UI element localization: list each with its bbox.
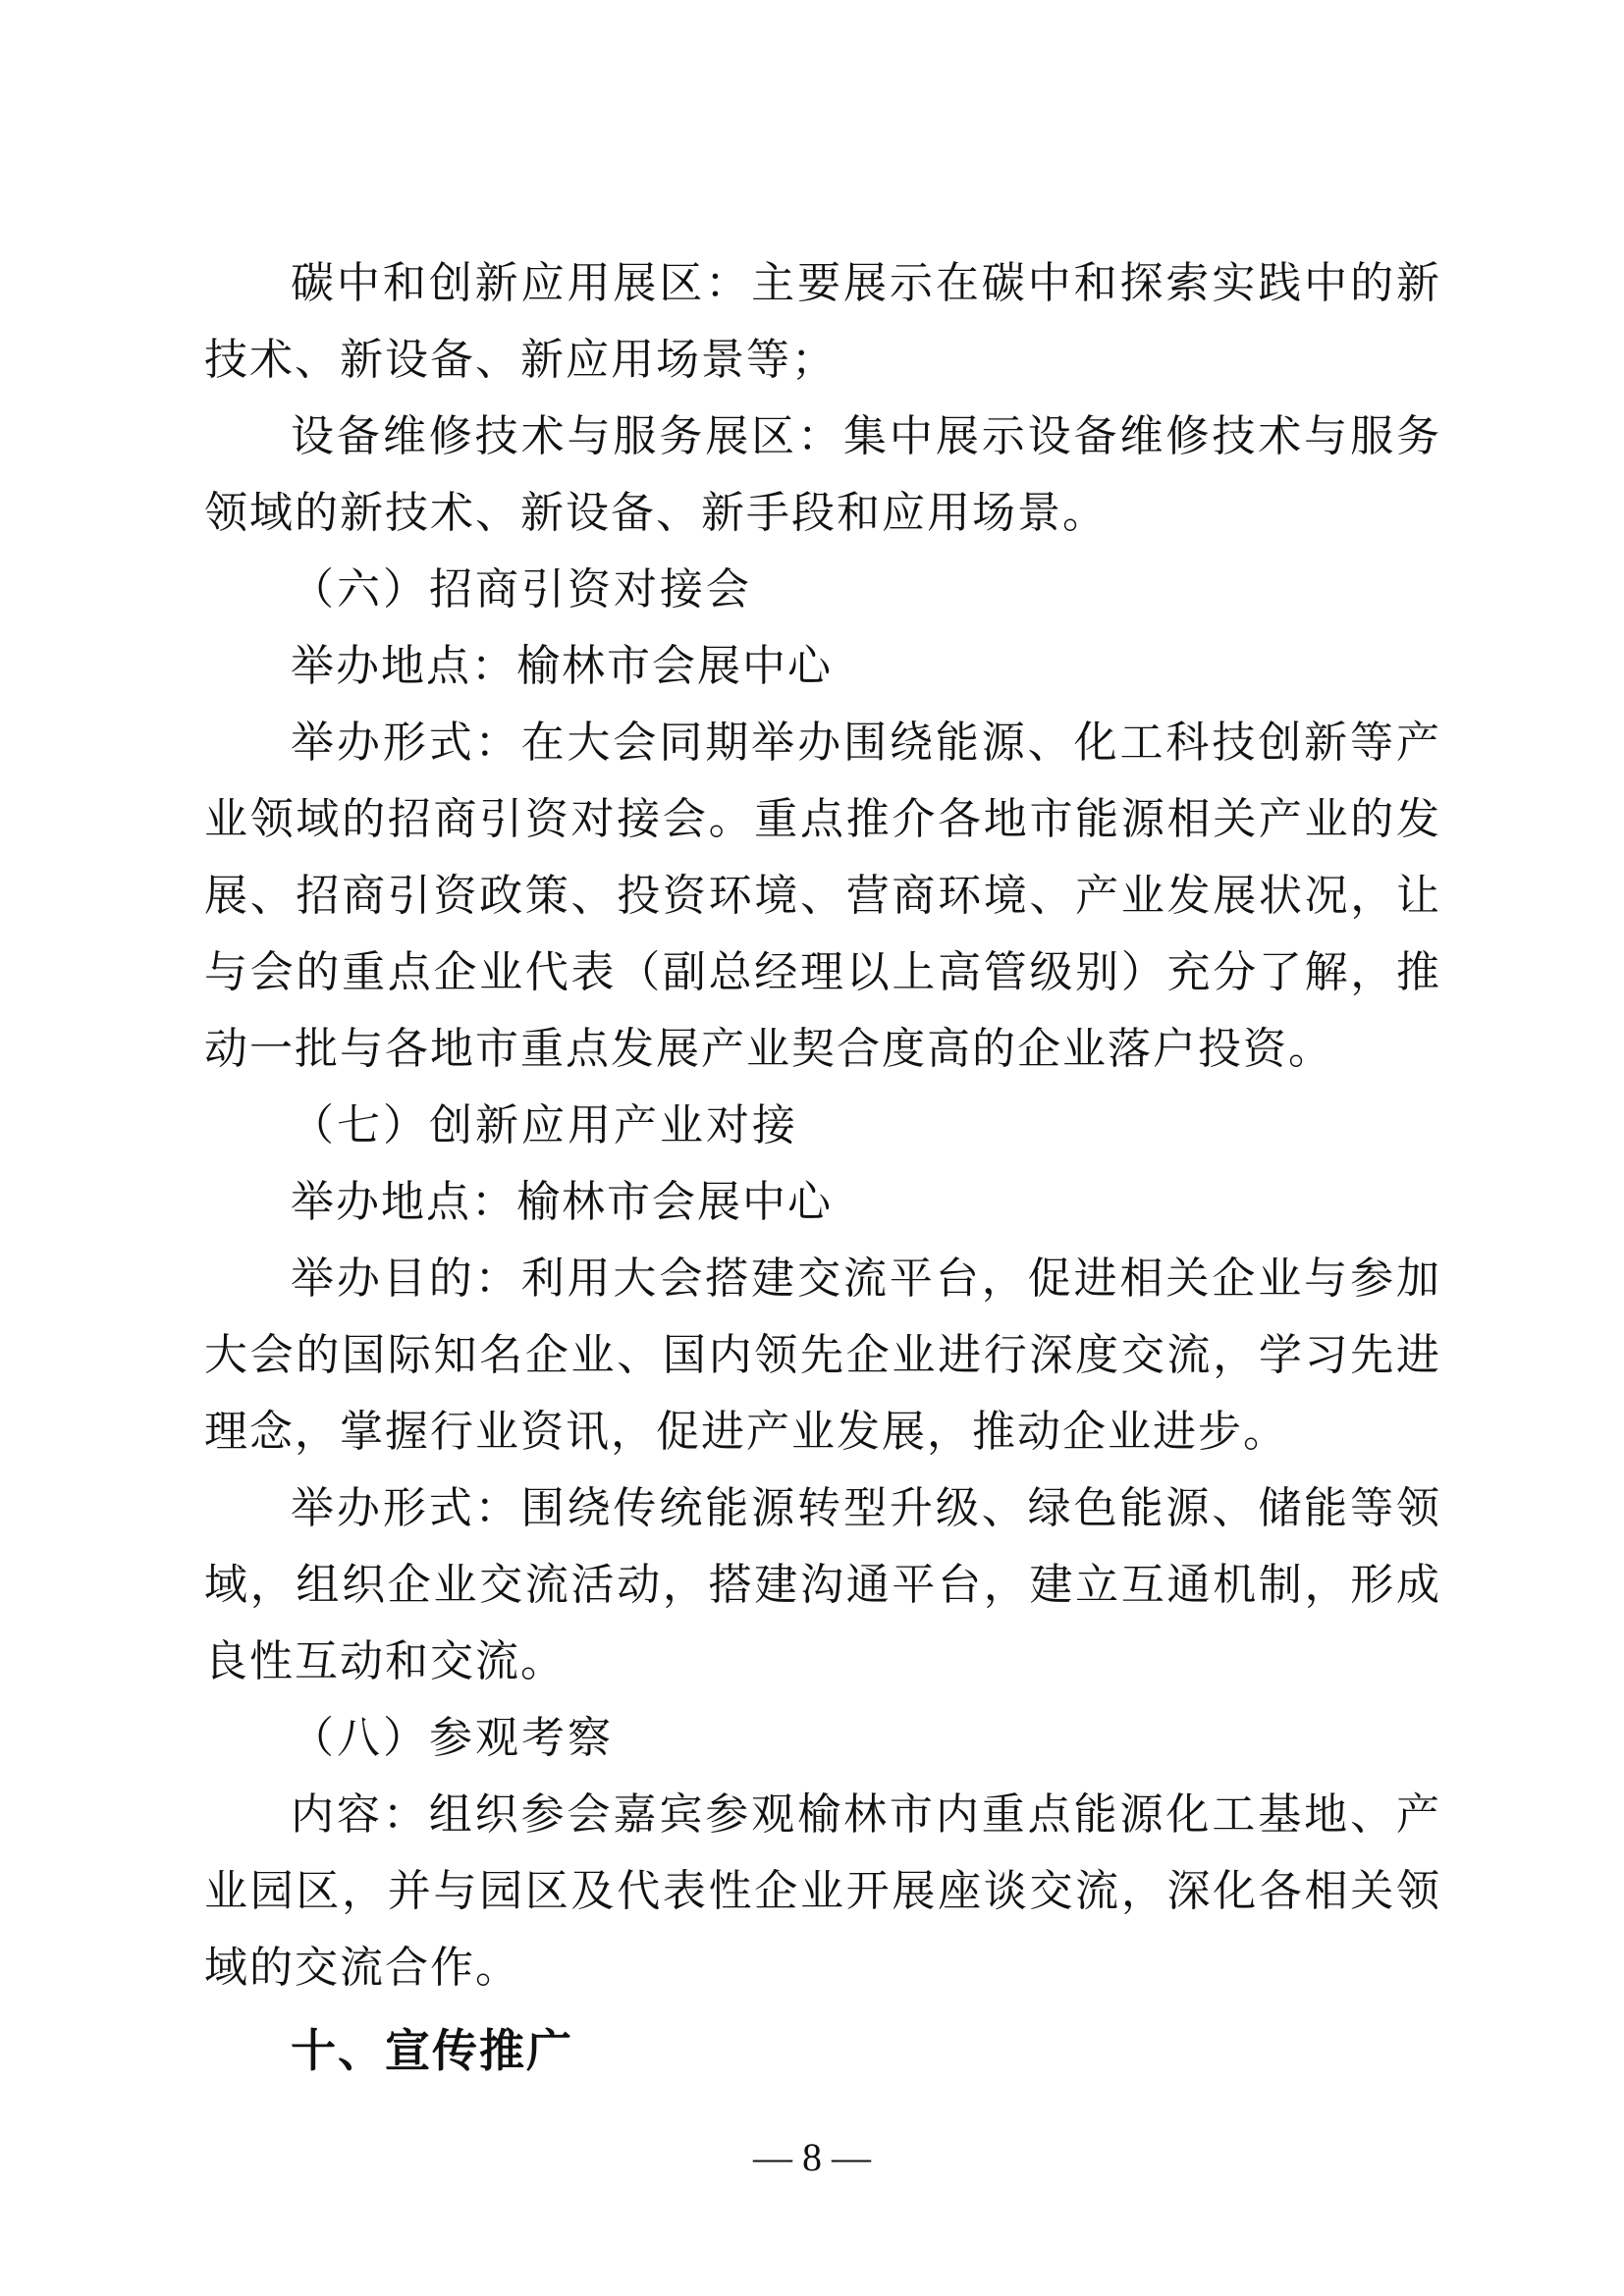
subheading-investment-meeting: （六）招商引资对接会 bbox=[291, 564, 752, 614]
paragraph-site-visit-content: 内容：组织参会嘉宾参观榆林市内重点能源化工基地、产业园区，并与园区及代表性企业开展座谈交流，深化各相关领域的交流合作。 bbox=[204, 1789, 1441, 1993]
paragraph-maintenance-zone: 设备维修技术与服务展区：集中展示设备维修技术与服务领域的新技术、新设备、新手段和应用场景。 bbox=[204, 411, 1441, 538]
page-number: — 8 — bbox=[753, 2135, 871, 2179]
section-heading-promotion: 十、宣传推广 bbox=[291, 2024, 573, 2077]
paragraph-docking-purpose: 举办目的：利用大会搭建交流平台，促进相关企业与参加大会的国际知名企业、国内领先企业进行深度交流，学习先进理念，掌握行业资讯，促进产业发展，推动企业进步。 bbox=[204, 1254, 1441, 1457]
subheading-industry-docking: （七）创新应用产业对接 bbox=[291, 1100, 798, 1150]
paragraph-investment-format: 举办形式：在大会同期举办围绕能源、化工科技创新等产业领域的招商引资对接会。重点推介各地市能源相关产业的发展、招商引资政策、投资环境、营商环境、产业发展状况，让与会的重点企业代表（副总经理以上高管级别）充分了解，推动一批与各地市重点发展产业契合度高的企业落户投资。 bbox=[204, 718, 1441, 1074]
page-content bbox=[204, 245, 1441, 2089]
paragraph-carbon-neutral-zone: 碳中和创新应用展区：主要展示在碳中和探索实践中的新技术、新设备、新应用场景等； bbox=[204, 258, 1441, 385]
paragraph-docking-venue: 举办地点：榆林市会展中心 bbox=[291, 1177, 833, 1227]
paragraph-investment-venue: 举办地点：榆林市会展中心 bbox=[291, 641, 833, 691]
subheading-site-visit: （八）参观考察 bbox=[291, 1713, 614, 1763]
paragraph-docking-format: 举办形式：围绕传统能源转型升级、绿色能源、储能等领域，组织企业交流活动，搭建沟通平台，建立互通机制，形成良性互动和交流。 bbox=[204, 1483, 1441, 1686]
